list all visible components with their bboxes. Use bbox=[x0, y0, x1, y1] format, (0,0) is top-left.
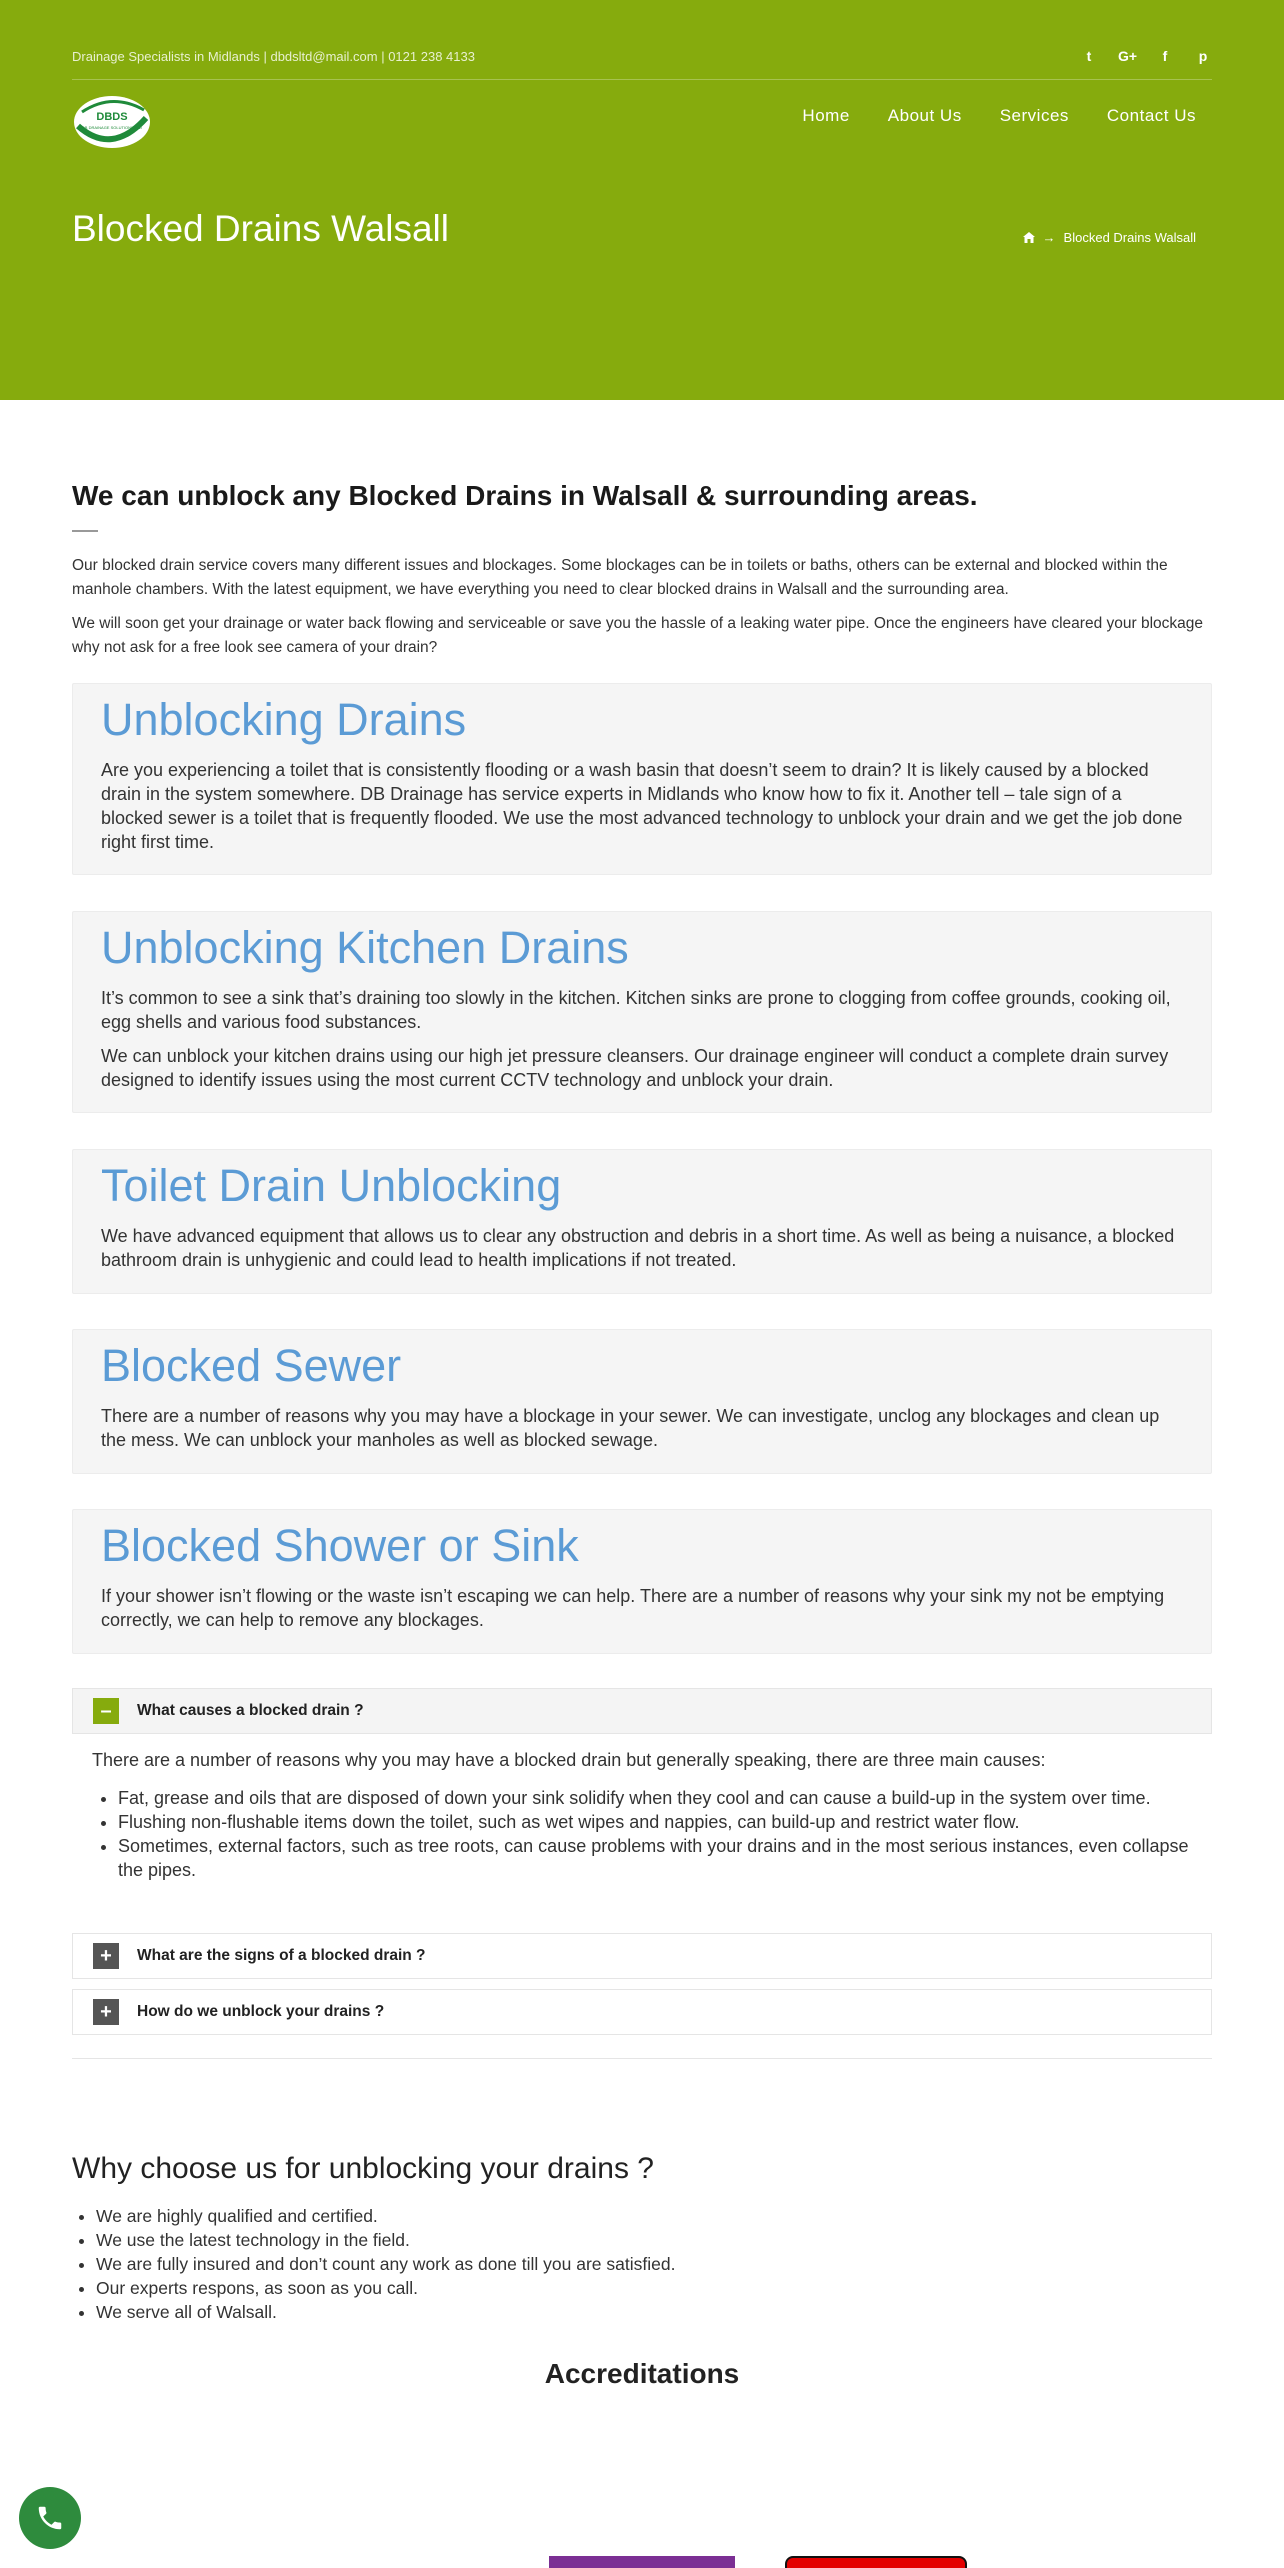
intro-heading: We can unblock any Blocked Drains in Walsall & surrounding areas. bbox=[72, 480, 978, 511]
section-divider bbox=[72, 2058, 1212, 2059]
faq-question[interactable]: What causes a blocked drain ? bbox=[137, 1702, 364, 1719]
google-plus-icon[interactable]: G+ bbox=[1118, 48, 1138, 64]
hero-header bbox=[0, 0, 1284, 400]
section-text: We have advanced equipment that allows us to clear any obstruction and debris in a short time. As well as being a nuisance, a blocked bathroom drain is unhygienic and could lead to health implications if not treated. bbox=[101, 1225, 1175, 1270]
main-nav bbox=[802, 106, 1196, 126]
topbar-divider bbox=[72, 79, 1212, 80]
section-title: Blocked Sewer bbox=[101, 1340, 402, 1391]
breadcrumb bbox=[1023, 230, 1196, 245]
list-item: • Our experts respons, as soon as you call. bbox=[96, 2276, 675, 2300]
faq-header[interactable] bbox=[72, 1989, 1212, 2035]
list-item: • We use the latest technology in the field. bbox=[96, 2228, 675, 2252]
list-item: • We are highly qualified and certified. bbox=[96, 2204, 675, 2228]
accreditations-heading: Accreditations bbox=[544, 2358, 740, 2389]
section-text: It’s common to see a sink that’s draining too slowly in the kitchen. Kitchen sinks are prone to clogging from coffee grounds, cooking oil, egg shells and various food substances. bbox=[101, 987, 1171, 1032]
list-item: • Fat, grease and oils that are disposed of down your sink solidify when they cool and can cause a build-up in the system over time. bbox=[118, 1786, 1192, 1810]
page-title: Blocked Drains Walsall bbox=[72, 208, 449, 249]
nav-home[interactable]: Home bbox=[802, 106, 850, 125]
faq-question[interactable]: What are the signs of a blocked drain ? bbox=[137, 1947, 426, 1964]
twitter-icon[interactable]: t bbox=[1086, 48, 1092, 64]
section-title: Blocked Shower or Sink bbox=[101, 1520, 579, 1571]
intro-block bbox=[72, 480, 1212, 670]
section-text: If your shower isn’t flowing or the waste isn’t escaping we can help. There are a number of reasons why your sink my not be emptying correctly, we can help to remove any blockages. bbox=[101, 1585, 1165, 1630]
facebook-icon[interactable]: f bbox=[1162, 48, 1168, 64]
section-text: Are you experiencing a toilet that is consistently flooding or a wash basin that doesn’t seem to drain? It is likely caused by a blocked drain in the system somewhere. DB Drainage has service experts in Midlands who know how to fix it. Another tell – tale sign of a blocked sewer is a toilet that is frequently flooded. We use the most advanced technology to unblock your drain and we get the job done right first time. bbox=[101, 759, 1183, 852]
faq-header[interactable] bbox=[72, 1933, 1212, 1979]
home-icon[interactable] bbox=[1023, 232, 1035, 243]
nav-contact-us[interactable]: Contact Us bbox=[1106, 106, 1196, 125]
faq-answer-list bbox=[92, 1786, 1192, 1882]
accreditation-badge bbox=[785, 2556, 967, 2568]
heading-underline bbox=[72, 530, 98, 532]
svg-text:DBDS: DBDS bbox=[96, 111, 128, 123]
faq-item-how bbox=[72, 1989, 1212, 2035]
svg-text:DB DRAINAGE SOLUTIONS LTD: DB DRAINAGE SOLUTIONS LTD bbox=[81, 125, 143, 130]
section-title: Toilet Drain Unblocking bbox=[101, 1160, 562, 1211]
faq-item-causes[interactable] bbox=[72, 1688, 1212, 1734]
service-section-kitchen-drains bbox=[72, 911, 1212, 1113]
faq-item-signs bbox=[72, 1933, 1212, 1979]
faq-question[interactable]: How do we unblock your drains ? bbox=[137, 2003, 385, 2020]
phone-icon bbox=[35, 2503, 65, 2533]
faq-answer bbox=[72, 1734, 1212, 1900]
list-item: • We are fully insured and don’t count any work as done till you are satisfied. bbox=[96, 2252, 675, 2276]
section-text: There are a number of reasons why you may have a blockage in your sewer. We can investigate, unclog any blockages and clean up the mess. We can unblock your manholes as well as blocked sewage. bbox=[101, 1405, 1160, 1450]
breadcrumb-current: Blocked Drains Walsall bbox=[1063, 230, 1196, 245]
collapse-icon[interactable]: – bbox=[93, 1698, 119, 1724]
list-item: • Sometimes, external factors, such as tree roots, can cause problems with your drains and in the most serious instances, even collapse the pipes. bbox=[118, 1834, 1192, 1882]
service-section-blocked-sewer bbox=[72, 1329, 1212, 1474]
call-button[interactable] bbox=[19, 2487, 81, 2549]
service-section-unblocking-drains bbox=[72, 683, 1212, 875]
expand-icon[interactable]: + bbox=[93, 1943, 119, 1969]
pinterest-icon[interactable]: p bbox=[1198, 48, 1208, 64]
intro-paragraph: We will soon get your drainage or water back flowing and serviceable or save you the hassle of a leaking water pipe. Once the engineers have cleared your blockage why not ask for a free look see camera of your drain? bbox=[72, 615, 1204, 656]
list-item: • Flushing non-flushable items down the toilet, such as wet wipes and nappies, can build-up and restrict water flow. bbox=[118, 1810, 1192, 1834]
top-bar bbox=[72, 44, 1212, 68]
company-logo[interactable] bbox=[72, 94, 152, 150]
nav-services[interactable]: Services bbox=[999, 106, 1069, 125]
service-section-shower-sink bbox=[72, 1509, 1212, 1654]
why-list bbox=[72, 2204, 675, 2324]
section-text: We can unblock your kitchen drains using our high jet pressure cleansers. Our drainage engineer will conduct a complete drain survey designed to identify issues using the most current CCTV technology and unblock your drain. bbox=[101, 1045, 1169, 1090]
list-item: • We serve all of Walsall. bbox=[96, 2300, 675, 2324]
expand-icon[interactable]: + bbox=[93, 1999, 119, 2025]
contact-info: Drainage Specialists in Midlands | dbdsltd@mail.com | 0121 238 4133 bbox=[72, 48, 475, 64]
why-heading: Why choose us for unblocking your drains ? bbox=[72, 2152, 654, 2185]
service-section-toilet-drain bbox=[72, 1149, 1212, 1294]
section-title: Unblocking Kitchen Drains bbox=[101, 922, 629, 973]
faq-answer-intro: There are a number of reasons why you may have a blocked drain but generally speaking, there are three main causes: bbox=[92, 1750, 1046, 1770]
intro-paragraph: Our blocked drain service covers many different issues and blockages. Some blockages can be in toilets or baths, others can be external and blocked within the manhole chambers. With the latest equipment, we have everything you need to clear blocked drains in Walsall and the surrounding area. bbox=[72, 557, 1168, 598]
breadcrumb-separator: → bbox=[1042, 230, 1056, 245]
faq-accordion bbox=[72, 1688, 1212, 1900]
accreditation-badge bbox=[549, 2556, 735, 2568]
social-links bbox=[1080, 48, 1212, 64]
section-title: Unblocking Drains bbox=[101, 694, 467, 745]
nav-about-us[interactable]: About Us bbox=[887, 106, 962, 125]
